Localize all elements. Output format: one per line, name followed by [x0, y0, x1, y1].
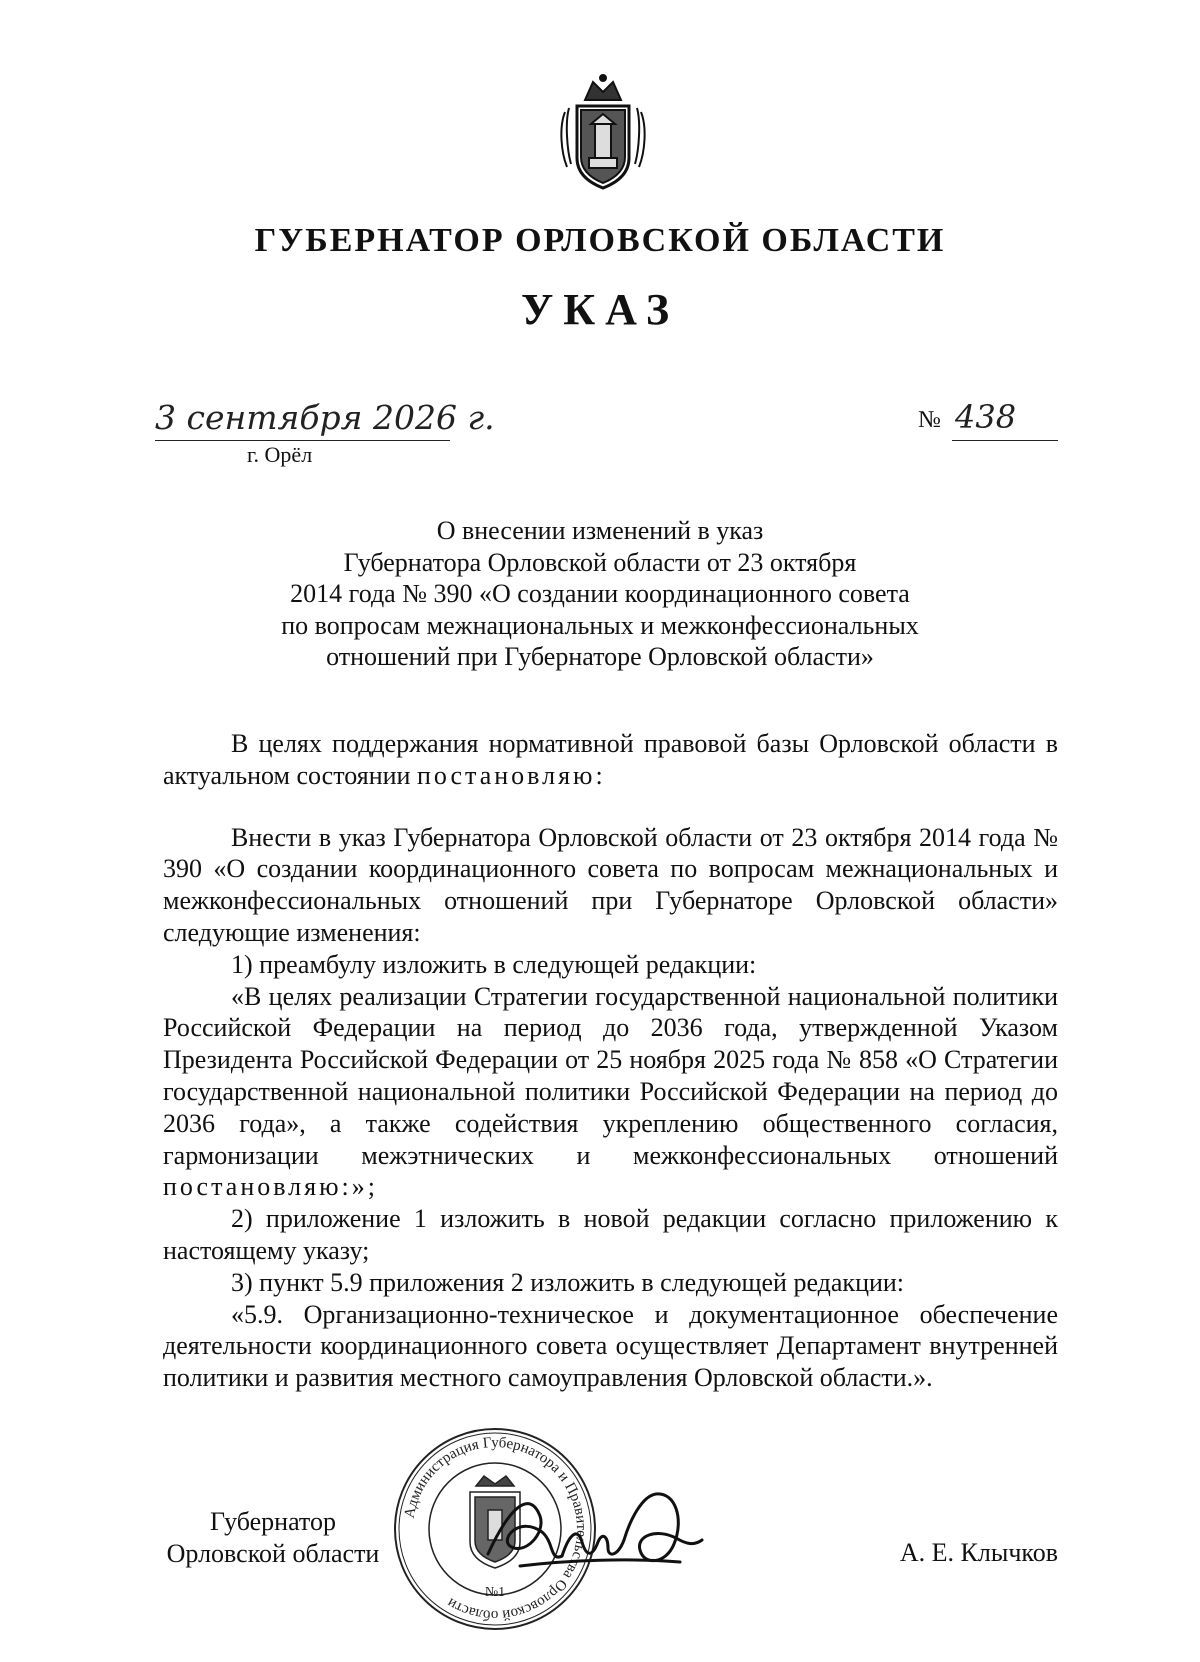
number-underline	[952, 440, 1058, 441]
title-line: отношений при Губернаторе Орловской области»	[326, 642, 874, 671]
item-3-quote: «5.9. Организационно-техническое и документационное обеспечение деятельности координационного совета осуществляет Департамент внутренней политики и развития местного самоуправления Орловской области.».	[163, 1299, 1058, 1393]
handwritten-signature	[480, 1476, 710, 1586]
item-3: 3) пункт 5.9 приложения 2 изложить в следующей редакции:	[231, 1267, 905, 1297]
resolve-word: постановляю:»;	[163, 1172, 378, 1202]
number-sign: №	[918, 407, 941, 433]
signatory-name: А. Е. Клычков	[899, 1538, 1058, 1567]
coat-of-arms-emblem	[555, 72, 651, 196]
handwritten-date: 3 сентября 2026 г.	[155, 398, 495, 437]
issuing-authority: ГУБЕРНАТОР ОРЛОВСКОЙ ОБЛАСТИ	[254, 222, 946, 259]
title-line: по вопросам межнациональных и межконфессиональных	[281, 610, 919, 640]
title-line: 2014 года № 390 «О создании координационного совета	[290, 579, 910, 608]
resolve-word: постановляю:	[416, 760, 606, 790]
title-line: Губернатора Орловской области от 23 октября	[343, 547, 857, 577]
decree-title	[200, 515, 1000, 673]
item-1: 1) преамбулу изложить в следующей редакции:	[231, 949, 757, 979]
item-1-quote: «В целях реализации Стратегии государственной национальной политики Российской Федерации на период до 2036 года, утвержденной Указом Президента Российской Федерации от 25 ноября 2025 года № 858 «О Стратегии государственной национальной политики Российской Федерации на период до 2036 года», а также содействия укреплению общественного согласия, гармонизации межэтнических и межконфессиональных отношений постановляю:»;	[163, 981, 1058, 1202]
svg-text:Администрация Губернатора и Пр: Администрация Губернатора и Правительства Орловской области	[401, 1434, 590, 1624]
signatory-title: Губернатор Орловской области	[166, 1507, 380, 1568]
svg-text:№1: №1	[484, 1585, 506, 1600]
item-2: 2) приложение 1 изложить в новой редакции согласно приложению к настоящему указу;	[163, 1204, 1058, 1265]
city-label: г. Орёл	[247, 442, 313, 467]
date-underline	[155, 440, 450, 441]
handwritten-number: 438	[955, 398, 1017, 436]
preamble-paragraph: В целях поддержания нормативной правовой базы Орловской области в актуальном состоянии постановляю:	[163, 729, 1058, 790]
main-paragraph: Внести в указ Губернатора Орловской области от 23 октября 2014 года № 390 «О создании координационного совета по вопросам межнациональных и межконфессиональных отношений при Губернаторе Орловской области» следующие изменения:	[163, 822, 1058, 947]
title-line: О внесении изменений в указ	[436, 516, 764, 545]
decree-body	[163, 728, 1058, 1394]
document-type: УКАЗ	[520, 285, 680, 334]
